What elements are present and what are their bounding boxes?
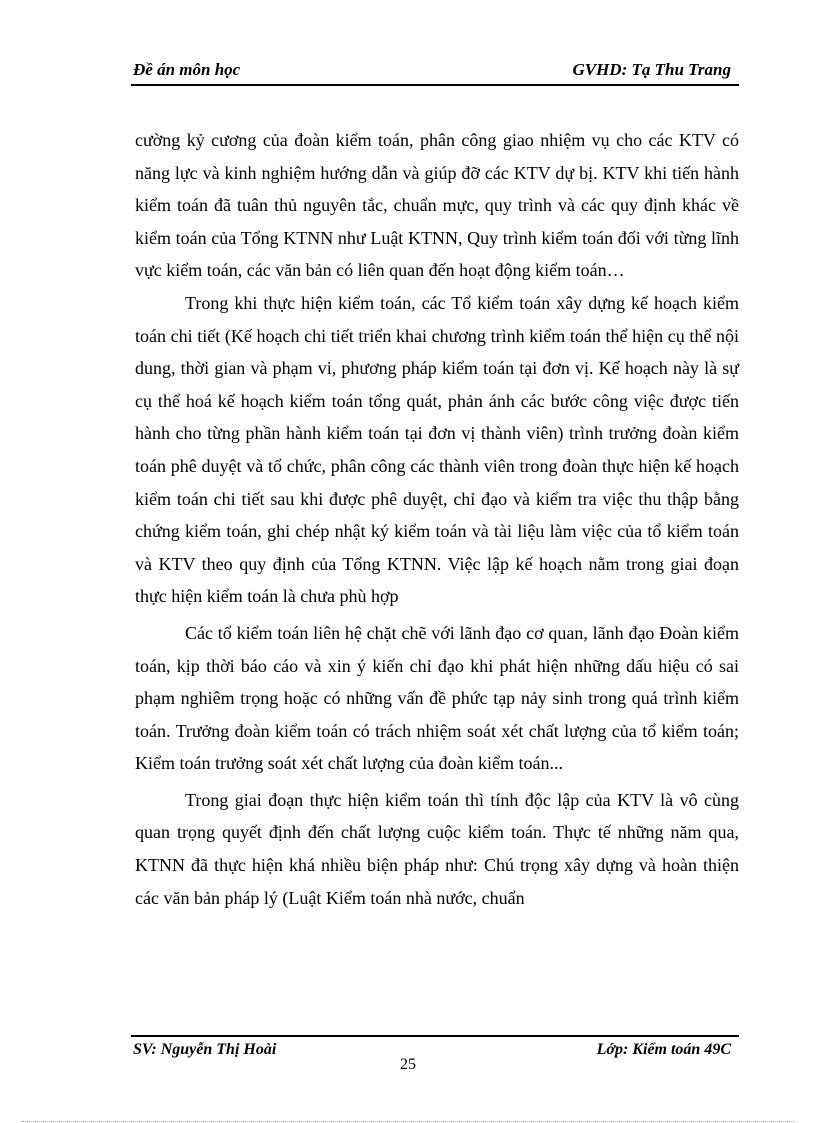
header-supervisor: GVHD: Tạ Thu Trang <box>572 60 731 79</box>
page-number: 25 <box>400 1056 416 1073</box>
paragraph: Các tổ kiểm toán liên hệ chặt chẽ với lãnh đạo cơ quan, lãnh đạo Đoàn kiểm toán, kịp thời báo cáo và xin ý kiến chỉ đạo khi phát hiện những dấu hiệu có sai phạm nghiêm trọng hoặc có những vấn đề phức tạp nảy sinh trong quá trình kiểm toán. Trưởng đoàn kiểm toán có trách nhiệm soát xét chất lượng của tổ kiểm toán; Kiểm toán trưởng soát xét chất lượng của đoàn kiểm toán... <box>135 622 739 774</box>
header-course-title: Đề án môn học <box>133 60 241 79</box>
paragraph: Trong giai đoạn thực hiện kiểm toán thì tính độc lập của KTV là vô cùng quan trọng quyết định đến chất lượng cuộc kiểm toán. Thực tế những năm qua, KTNN đã thực hiện khá nhiều biện pháp như: Chú trọng xây dựng và hoàn thiện các văn bản pháp lý (Luật Kiểm toán nhà nước, chuẩn <box>135 789 739 908</box>
page-header <box>131 58 739 86</box>
paragraph: Trong khi thực hiện kiểm toán, các Tổ kiểm toán xây dựng kế hoạch kiểm toán chi tiết (Kế hoạch chi tiết triển khai chương trình kiểm toán thể hiện cụ thể nội dung, thời gian và phạm vi, phương pháp kiểm toán tại đơn vị. Kế hoạch này là sự cụ thể hoá kế hoạch kiểm toán tổng quát, phản ánh các bước công việc được tiến hành cho từng phần hành kiểm toán tại đơn vị thành viên) trình trưởng đoàn kiểm toán phê duyệt và tổ chức, phân công các thành viên trong đoàn thực hiện kế hoạch kiểm toán chi tiết sau khi được phê duyệt, chỉ đạo và kiểm tra việc thu thập bằng chứng kiểm toán, ghi chép nhật ký kiểm toán và tài liệu làm việc của tổ kiểm toán và KTV theo quy định của Tổng KTNN. Việc lập kế hoạch nằm trong giai đoạn thực hiện kiểm toán là chưa phù hợp <box>135 292 739 607</box>
paragraph-continued: cường kỷ cương của đoàn kiểm toán, phân công giao nhiệm vụ cho các KTV có năng lực và kinh nghiệm hướng dẫn và giúp đỡ các KTV dự bị. KTV khi tiến hành kiểm toán đã tuân thủ nguyên tắc, chuẩn mực, quy trình và các quy định khác về kiểm toán của Tổng KTNN như Luật KTNN, Quy trình kiểm toán đối với từng lĩnh vực kiểm toán, các văn bản có liên quan đến hoạt động kiểm toán… <box>135 130 739 281</box>
document-body <box>135 124 739 914</box>
page-bottom-rule <box>22 1121 794 1122</box>
page-footer <box>131 1035 739 1058</box>
footer-class-name: Lớp: Kiểm toán 49C <box>596 1041 731 1058</box>
footer-student-name: SV: Nguyễn Thị Hoài <box>133 1041 277 1058</box>
